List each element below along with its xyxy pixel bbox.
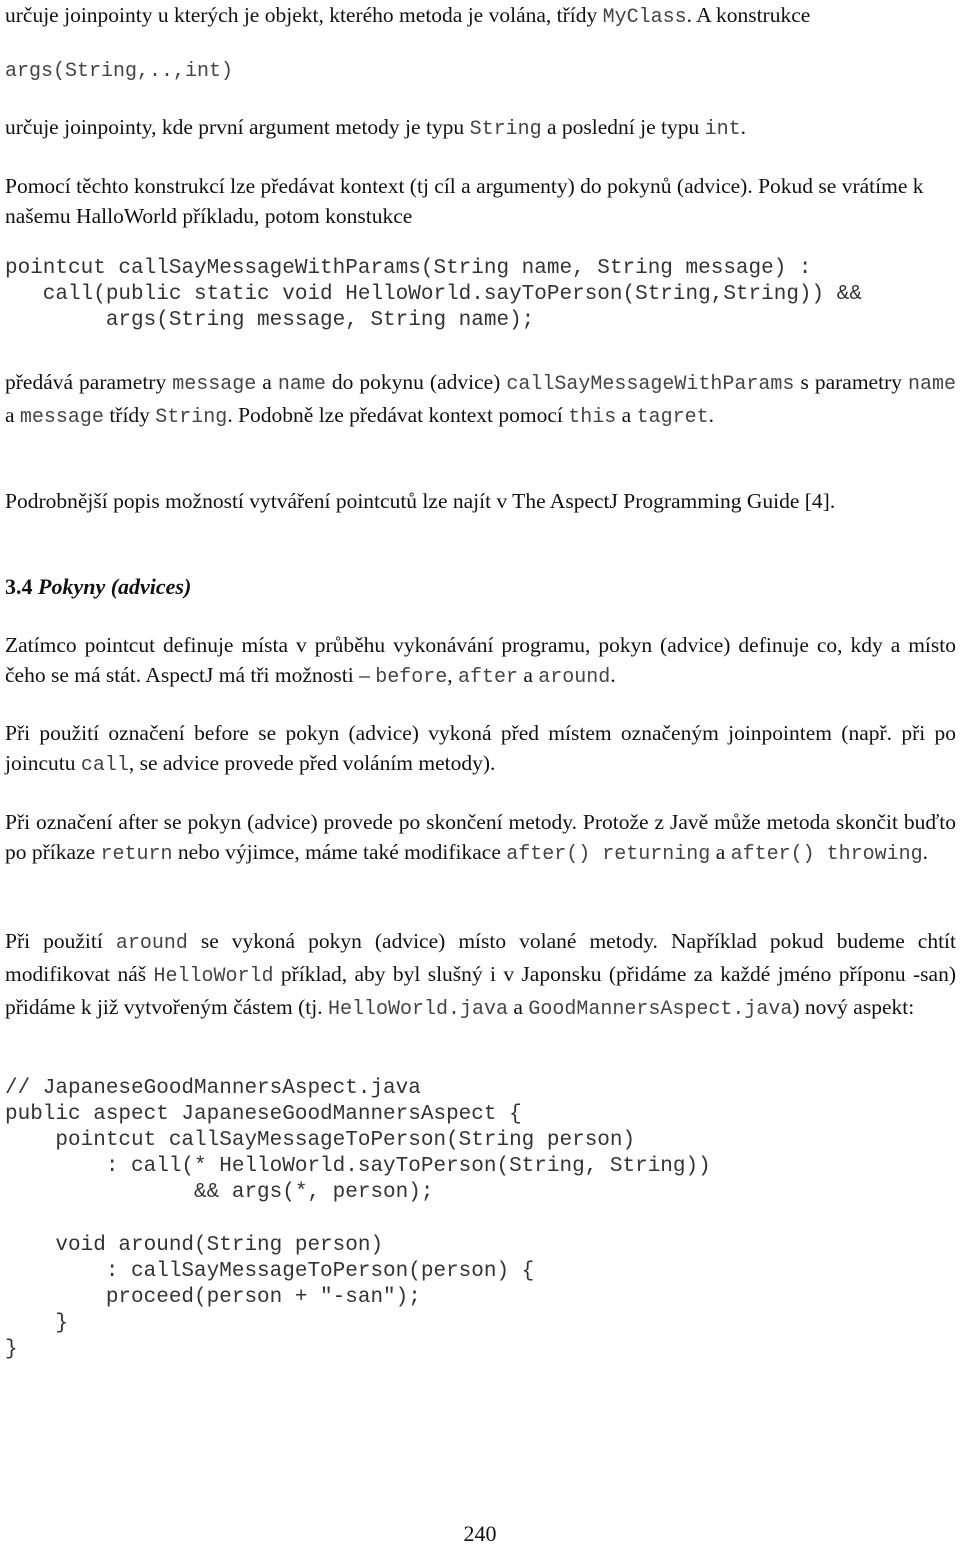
paragraph-before-advice: Při použití označení before se pokyn (advice) vykoná před místem označeným joinpointem (např. při po joincutu call, se advice provede před voláním metody). — [5, 721, 956, 777]
section-heading: 3.4 Pokyny (advices) — [5, 574, 192, 599]
paragraph-around-advice: Při použití around se vykoná pokyn (advice) místo volané metody. Například pokud budeme chtít modifikovat náš HelloWorld příklad, aby byl slušný i v Japonsku (přidáme za každé jméno příponu -san) přidáme k již vytvořeným částem (tj. HelloWorld.java a GoodMannersAspect.java) nový aspekt: — [5, 929, 956, 1021]
code-string: String — [469, 118, 542, 141]
code-int: int — [704, 118, 741, 141]
paragraph-context-passing: Pomocí těchto konstrukcí lze předávat kontext (tj cíl a argumenty) do pokynů (advice). Pokud se vrátíme k našemu HalloWorld příkladu, potom konstukce — [5, 174, 924, 228]
paragraph-after-advice: Při označení after se pokyn (advice) provede po skončení metody. Protože z Javě může metoda skončit buďto po příkaze return nebo výjimce, máme také modifikace after() returning a after() throwing. — [5, 810, 956, 866]
paragraph-advice-intro: Zatímco pointcut definuje místa v průběhu vykonávání programu, pokyn (advice) definuje co, kdy a místo čeho se má stát. AspectJ má tři možnosti – before, after a around. — [5, 633, 956, 689]
code-line-1: pointcut callSayMessageWithParams(String name, String message) : — [5, 257, 812, 280]
paragraph-args-explanation: určuje joinpointy, kde první argument metody je typu String a poslední je typu int. — [5, 115, 746, 141]
code2-line-11: } — [5, 1338, 18, 1361]
code2-line-3: pointcut callSayMessageToPerson(String person) — [5, 1129, 636, 1152]
paragraph-programming-guide: Podrobnější popis možností vytváření pointcutů lze najít v The AspectJ Programming Guide [4]. — [5, 489, 836, 513]
code2-line-10: } — [5, 1312, 69, 1335]
code2-line-9: proceed(person + "-san"); — [5, 1286, 421, 1309]
paragraph-args-code — [5, 54, 956, 87]
code2-line-8: : callSayMessageToPerson(person) { — [5, 1260, 535, 1283]
code-myclass: MyClass — [602, 6, 687, 29]
code2-line-7: void around(String person) — [5, 1234, 384, 1257]
paragraph-myclass-target: určuje joinpointy u kterých je objekt, kterého metoda je volána, třídy MyClass. A konstrukce — [5, 3, 811, 29]
code-args: args(String,..,int) — [5, 60, 234, 83]
code2-line-2: public aspect JapaneseGoodMannersAspect { — [5, 1103, 522, 1126]
paragraph-parameters-passing: předává parametry message a name do pokynu (advice) callSayMessageWithParams s parametry name a message třídy String. Podobně lze předávat kontext pomocí this a tagret. — [5, 370, 957, 429]
code-line-3: args(String message, String name); — [5, 309, 535, 332]
code2-line-1: // JapaneseGoodMannersAspect.java — [5, 1077, 421, 1100]
code2-line-5: && args(*, person); — [5, 1181, 434, 1204]
code-line-2: call(public static void HelloWorld.sayToPerson(String,String)) && — [5, 283, 862, 306]
page-number: 240 — [463, 1521, 497, 1546]
code2-line-4: : call(* HelloWorld.sayToPerson(String, String)) — [5, 1155, 711, 1178]
